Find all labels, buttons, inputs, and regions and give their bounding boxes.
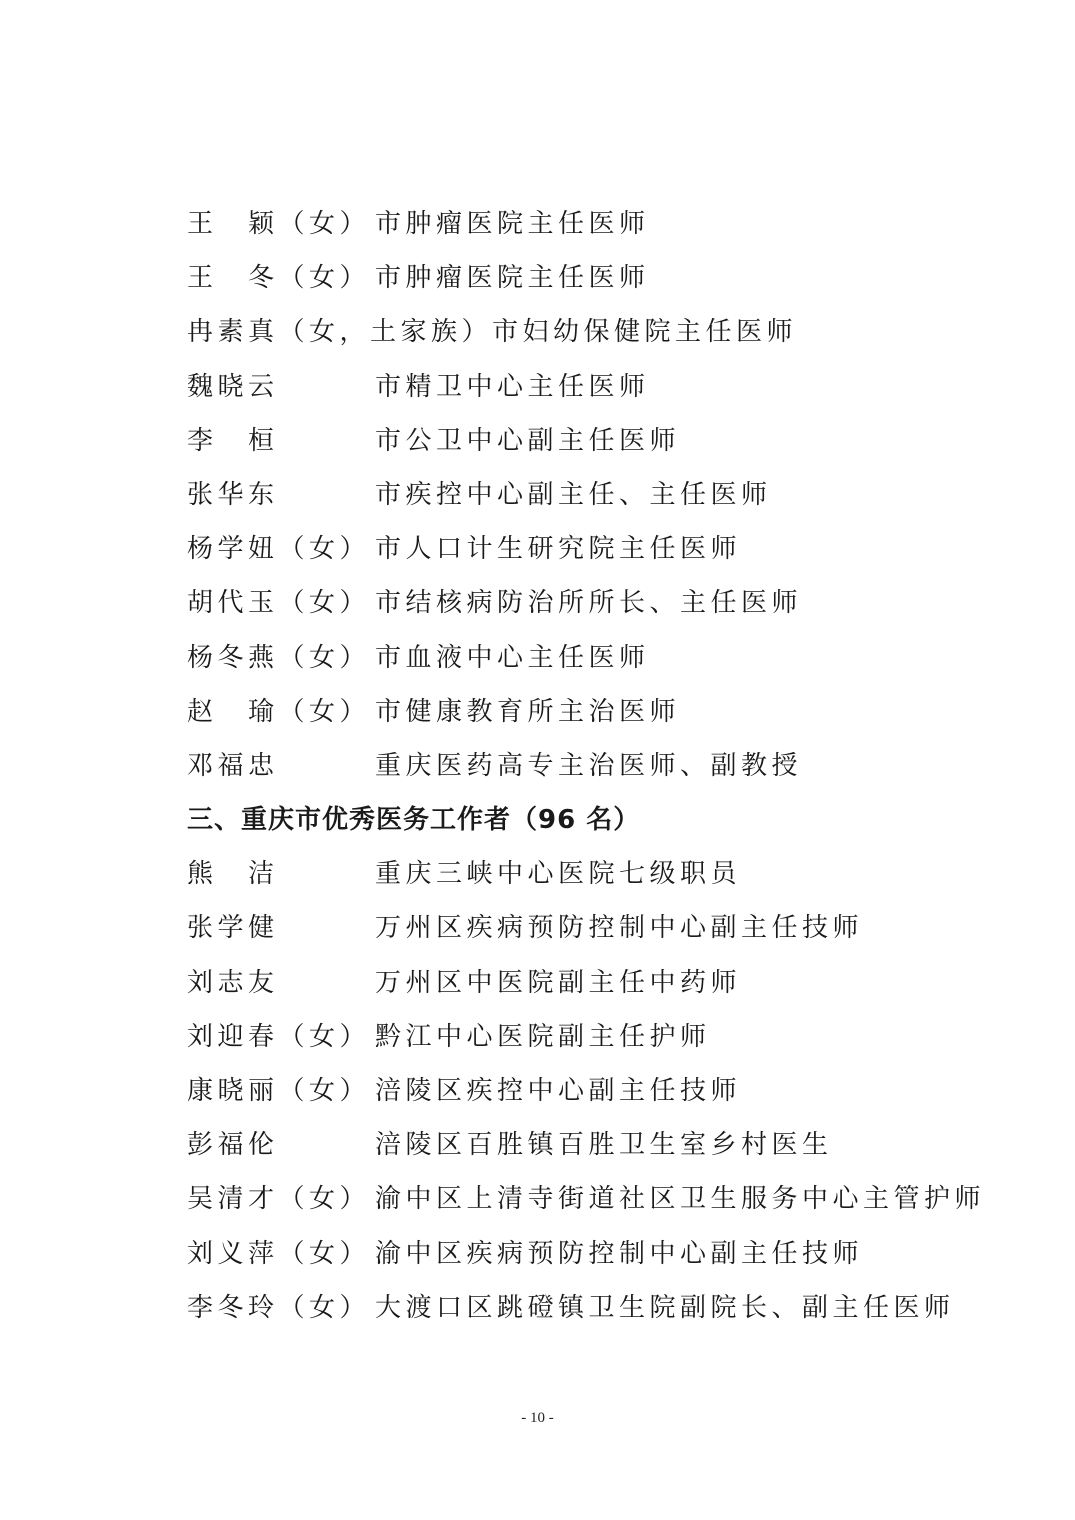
- person-unit: 重庆三峡中心医院七级职员: [375, 859, 742, 890]
- person-unit: 大渡口区跳磴镇卫生院副院长、副主任医师: [375, 1292, 955, 1323]
- person-unit: 涪陵区疾控中心副主任技师: [375, 1076, 742, 1106]
- list-item: [187, 522, 1007, 576]
- person-name: 胡代玉（女）: [187, 588, 371, 619]
- list-item: [187, 1118, 1007, 1172]
- person-name: 杨冬燕（女）: [187, 642, 371, 673]
- person-unit: 重庆医药高专主治医师、副教授: [375, 750, 803, 781]
- section-heading: 三、重庆市优秀医务工作者（96 名）: [187, 805, 641, 836]
- list-item: [187, 1010, 1007, 1064]
- person-unit: 市血液中心主任医师: [375, 642, 650, 673]
- person-unit: 市妇幼保健院主任医师: [492, 317, 798, 348]
- person-name: 彭福伦: [187, 1130, 279, 1161]
- person-name: 刘迎春（女）: [187, 1021, 371, 1052]
- person-unit: 渝中区疾病预防控制中心副主任技师: [375, 1238, 864, 1269]
- person-unit: 市健康教育所主治医师: [375, 696, 681, 727]
- person-name: 杨学妞（女）: [187, 534, 371, 565]
- person-name: 李冬玲（女）: [187, 1292, 371, 1323]
- person-unit: 市结核病防治所所长、主任医师: [375, 588, 803, 619]
- person-unit: 市人口计生研究院主任医师: [375, 534, 742, 565]
- list-item: [187, 956, 1007, 1010]
- list-item: [187, 197, 1007, 251]
- person-unit: 市肿瘤医院主任医师: [375, 263, 650, 294]
- person-name: 王 冬（女）: [187, 263, 371, 294]
- person-unit: 市肿瘤医院主任医师: [375, 209, 650, 239]
- list-item: [187, 305, 1007, 359]
- list-item: [187, 414, 1007, 468]
- person-name: 王 颖（女）: [187, 209, 371, 239]
- person-name: 张学健: [187, 913, 279, 944]
- person-unit: 市公卫中心副主任医师: [375, 425, 681, 456]
- list-item: [187, 631, 1007, 685]
- person-name: 赵 瑜（女）: [187, 696, 371, 727]
- person-name: 冉素真（女，土家族）: [187, 317, 493, 348]
- person-name: 吴清才（女）: [187, 1184, 371, 1215]
- list-item: [187, 1172, 1007, 1226]
- person-unit: 市精卫中心主任医师: [375, 371, 650, 402]
- page-number: - 10 -: [521, 1410, 554, 1426]
- person-name: 刘志友: [187, 967, 279, 998]
- list-item: [187, 1227, 1007, 1281]
- list-item: [187, 1281, 1007, 1335]
- person-name: 魏晓云: [187, 371, 279, 402]
- person-unit: 黔江中心医院副主任护师: [375, 1021, 711, 1052]
- list-item: [187, 739, 1007, 793]
- person-name: 熊 洁: [187, 859, 279, 890]
- list-item: [187, 1064, 1007, 1118]
- list-item: [187, 251, 1007, 305]
- person-unit: 渝中区上清寺街道社区卫生服务中心主管护师: [375, 1184, 986, 1215]
- person-unit: 万州区疾病预防控制中心副主任技师: [375, 913, 864, 944]
- person-name: 康晓丽（女）: [187, 1076, 371, 1106]
- list-item: [187, 468, 1007, 522]
- person-unit: 市疾控中心副主任、主任医师: [375, 479, 772, 510]
- award-list: [187, 197, 1007, 1335]
- list-item: [187, 360, 1007, 414]
- list-item: [187, 685, 1007, 739]
- list-item: [187, 576, 1007, 630]
- list-item: [187, 847, 1007, 901]
- person-name: 张华东: [187, 479, 279, 510]
- person-name: 邓福忠: [187, 750, 279, 781]
- list-item: [187, 901, 1007, 955]
- person-unit: 涪陵区百胜镇百胜卫生室乡村医生: [375, 1130, 833, 1161]
- person-name: 李 桓: [187, 425, 279, 456]
- person-unit: 万州区中医院副主任中药师: [375, 967, 742, 998]
- person-name: 刘义萍（女）: [187, 1238, 371, 1269]
